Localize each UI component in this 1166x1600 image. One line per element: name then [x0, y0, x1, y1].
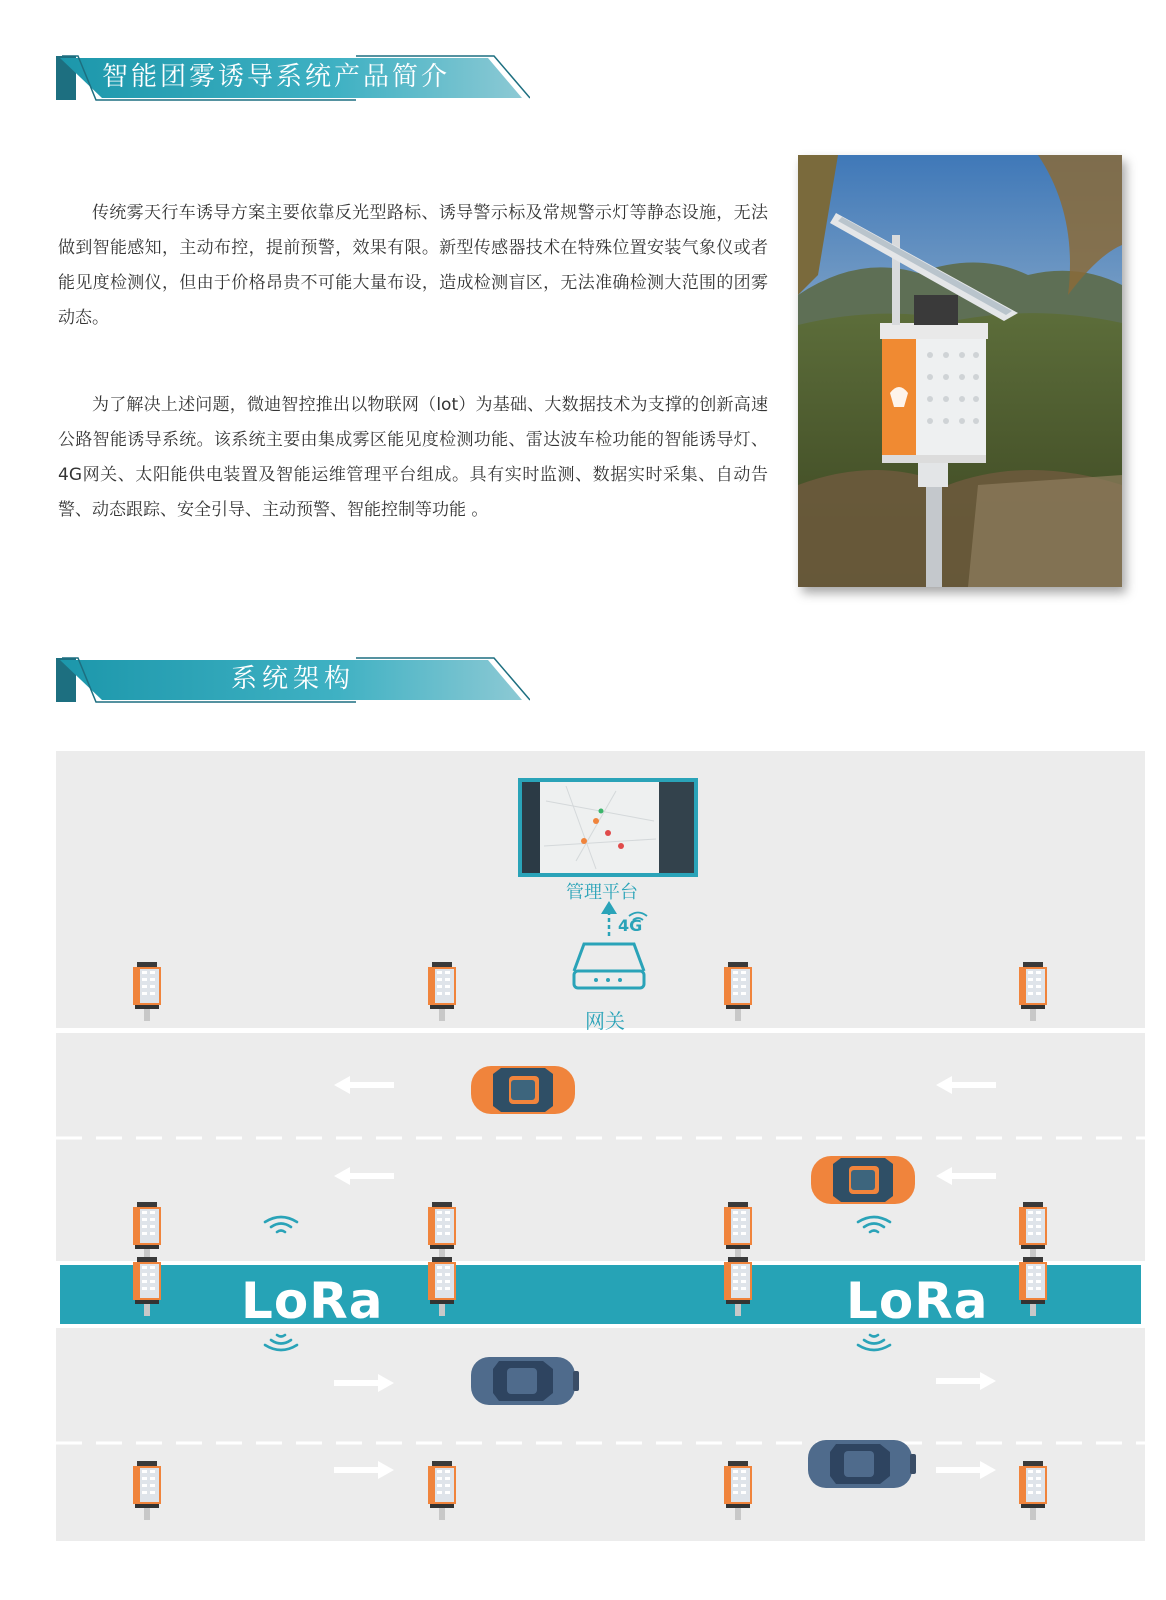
wireless-icon: [265, 1335, 297, 1350]
section-banner-architecture: [56, 656, 530, 706]
page-title: 智能团雾诱导系统产品简介: [102, 62, 451, 92]
car-orange: [471, 1066, 575, 1114]
network-4g-label: 4G: [618, 916, 643, 935]
car-blue: [808, 1440, 916, 1488]
car-blue: [471, 1357, 579, 1405]
lora-label-left: LoRa: [241, 1272, 384, 1330]
gateway-label: 网关: [585, 1009, 625, 1033]
management-platform-label: 管理平台: [566, 882, 638, 903]
product-photo: [798, 155, 1122, 587]
wireless-icon: [265, 1217, 297, 1232]
section-title: 系统架构: [230, 664, 355, 694]
car-orange: [811, 1156, 915, 1204]
section-banner-intro: [56, 54, 530, 104]
wireless-icon: [858, 1335, 890, 1350]
architecture-diagram: [56, 751, 1145, 1541]
lora-label-right: LoRa: [846, 1272, 989, 1330]
intro-paragraph-1: 传统雾天行车诱导方案主要依靠反光型路标、诱导警示标及常规警示灯等静态设施，无法做到智能感知，主动布控，提前预警，效果有限。新型传感器技术在特殊位置安装气象仪或者能见度检测仪，但由于价格昂贵不可能大量布设，造成检测盲区，无法准确检测大范围的团雾动态。: [58, 203, 768, 328]
wireless-icon: [858, 1217, 890, 1232]
intro-paragraph-2: 为了解决上述问题，微迪智控推出以物联网（lot）为基础、大数据技术为支撑的创新高速公路智能诱导系统。该系统主要由集成雾区能见度检测功能、雷达波车检功能的智能诱导灯、4G网关、太阳能供电装置及智能运维管理平台组成。具有实时监测、数据实时采集、自动告警、动态跟踪、安全引导、主动预警、智能控制等功能 。: [58, 395, 768, 520]
road-scene: [56, 751, 1145, 1541]
guide-lamps: [133, 962, 1047, 1520]
management-platform-screen: [518, 778, 698, 877]
